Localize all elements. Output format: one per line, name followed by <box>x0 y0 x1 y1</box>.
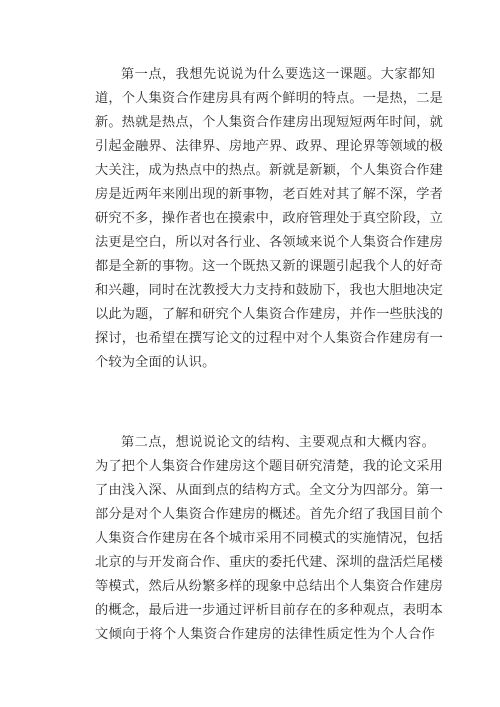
text-line: 北京的与开发商合作、重庆的委托代建、深圳的盘活烂尾楼 <box>95 555 444 570</box>
text-line: 引起金融界、法律界、房地产界、政界、理论界等领域的极 <box>95 139 444 154</box>
text-line: 为了把个人集资合作建房这个题目研究清楚，我的论文采用 <box>95 459 444 474</box>
text-line: 法更是空白，所以对各行业、各领域来说个人集资合作建房 <box>95 235 444 250</box>
text-line: 了由浅入深、从面到点的结构方式。全文分为四部分。第一 <box>95 483 444 498</box>
text-line: 研究不多，操作者也在摸索中，政府管理处于真空阶段，立 <box>95 211 444 226</box>
text-line: 部分是对个人集资合作建房的概述。首先介绍了我国目前个 <box>95 507 444 522</box>
text-line: 房是近两年来刚出现的新事物，老百姓对其了解不深，学者 <box>95 187 444 202</box>
text-line: 都是全新的事物。这一个既热又新的课题引起我个人的好奇 <box>95 259 444 274</box>
text-line: 以此为题，了解和研究个人集资合作建房，并作一些肤浅的 <box>95 307 444 322</box>
text-line: 个较为全面的认识。 <box>95 355 216 370</box>
text-line: 人集资合作建房在各个城市采用不同模式的实施情况，包括 <box>95 531 444 546</box>
text-line: 道，个人集资合作建房具有两个鲜明的特点。一是热，二是 <box>95 91 444 106</box>
text-line: 和兴趣，同时在沈教授大力支持和鼓励下，我也大胆地决定 <box>95 283 444 298</box>
text-line: 等模式，然后从纷繁多样的现象中总结出个人集资合作建房 <box>95 579 444 594</box>
paragraph-topic-choice <box>95 63 444 375</box>
text-line: 新。热就是热点，个人集资合作建房出现短短两年时间，就 <box>95 115 444 130</box>
text-line: 的概念，最后进一步通过评析目前存在的多种观点，表明本 <box>95 603 444 618</box>
paragraph-thesis-structure <box>95 431 444 647</box>
text-line: 大关注，成为热点中的热点。新就是新颖，个人集资合作建 <box>95 163 444 178</box>
text-line: 探讨，也希望在撰写论文的过程中对个人集资合作建房有一 <box>95 331 444 346</box>
text-line: 文倾向于将个人集资合作建房的法律性质定性为个人合作 <box>95 627 435 642</box>
text-line: 第一点，我想先说说为什么要选这一课题。大家都知 <box>121 67 435 82</box>
text-line: 第二点，想说说论文的结构、主要观点和大概内容。 <box>121 435 435 450</box>
